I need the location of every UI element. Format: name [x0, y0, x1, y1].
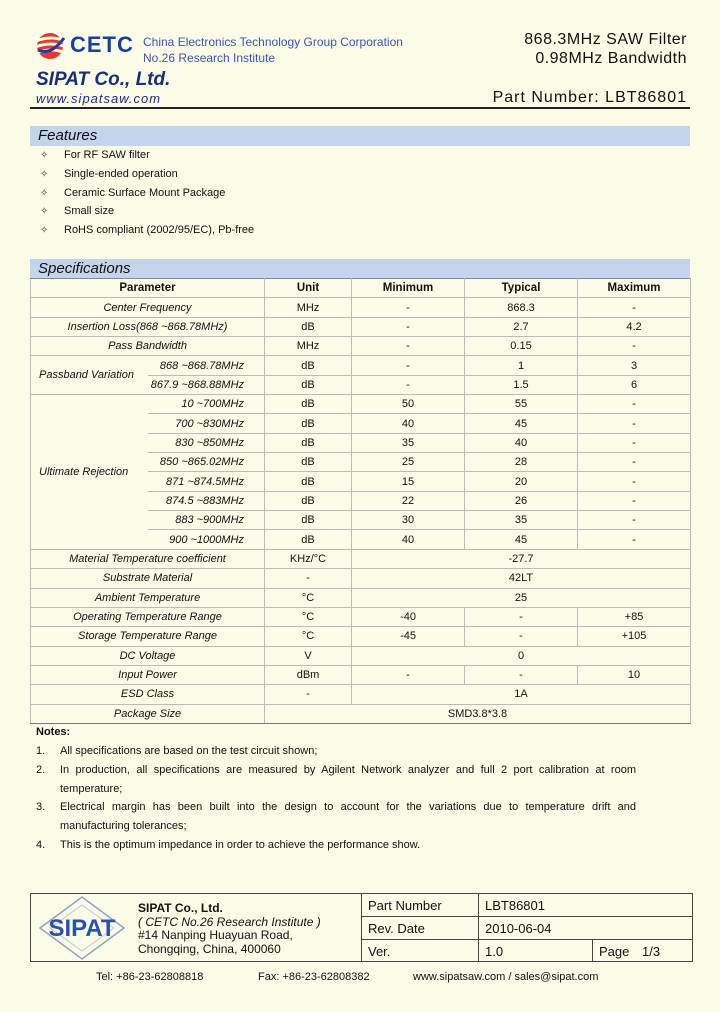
telephone: Tel: +86-23-62808818 — [96, 971, 204, 983]
note-item: 1. All specifications are based on the test circuit shown; — [36, 745, 318, 757]
table-row: 900 ~1000MHz dB 40 45 - — [31, 530, 691, 549]
feature-item: ✧ RoHS compliant (2002/95/EC), Pb-free — [40, 222, 254, 238]
diamond-bullet-icon: ✧ — [40, 188, 49, 199]
sipat-logo-text: SIPAT — [48, 915, 116, 942]
table-row: Pass Bandwidth MHz - 0.15 - — [31, 337, 691, 356]
table-row: 883 ~900MHz dB 30 35 - — [31, 511, 691, 530]
fax: Fax: +86-23-62808382 — [258, 971, 370, 983]
table-row: Operating Temperature Range °C -40 - +85 — [31, 607, 691, 626]
sipat-logo-emblem-icon — [34, 893, 130, 963]
table-row: 850 ~865.02MHz dB 25 28 - — [31, 453, 691, 472]
table-row: Ultimate Rejection 10 ~700MHz dB 50 55 - — [31, 395, 691, 414]
header-maximum: Maximum — [578, 279, 691, 298]
version-value: 1.0 — [485, 944, 504, 959]
note-item: 4. This is the optimum impedance in order to achieve the performance show. — [36, 839, 421, 851]
diamond-bullet-icon: ✧ — [40, 169, 49, 180]
table-row: ESD Class - 1A — [31, 685, 691, 704]
organization-name — [143, 34, 403, 66]
footer-address-line-1: #14 Nanping Huayuan Road, — [138, 928, 293, 942]
part-number-label: Part Number — [368, 898, 442, 913]
passband-group-label: Passband Variation — [31, 356, 148, 395]
note-item: 3. Electrical margin has been built into the design to account for the variations due to temperature drift and manufacturing tolerances; — [36, 801, 636, 832]
rev-date-label: Rev. Date — [368, 921, 425, 936]
header-unit: Unit — [265, 279, 352, 298]
table-row: Material Temperature coefficient KHz/°C -27.7 — [31, 549, 691, 568]
header-typical: Typical — [465, 279, 578, 298]
specifications-heading: Specifications — [30, 259, 690, 279]
header-divider — [30, 107, 690, 109]
table-row: 700 ~830MHz dB 40 45 - — [31, 414, 691, 433]
feature-item: ✧ Small size — [40, 203, 114, 219]
table-row: Substrate Material - 42LT — [31, 569, 691, 588]
feature-item: ✧ For RF SAW filter — [40, 147, 150, 163]
specifications-table — [30, 278, 691, 724]
part-number: Part Number: LBT86801 — [492, 89, 687, 106]
product-line-1: 868.3MHz SAW Filter — [524, 31, 687, 48]
feature-item: ✧ Ceramic Surface Mount Package — [40, 185, 225, 201]
sipat-logo — [34, 893, 130, 963]
header-minimum: Minimum — [352, 279, 465, 298]
cetc-logo — [34, 30, 134, 62]
rev-date-value: 2010-06-04 — [485, 921, 552, 936]
notes-heading: Notes: — [36, 726, 71, 738]
cetc-globe-icon — [34, 30, 68, 62]
website-email[interactable]: www.sipatsaw.com / sales@sipat.com — [413, 971, 599, 983]
header-parameter: Parameter — [31, 279, 265, 298]
diamond-bullet-icon: ✧ — [40, 206, 49, 217]
table-row: Center Frequency MHz - 868.3 - — [31, 298, 691, 317]
table-row: 874.5 ~883MHz dB 22 26 - — [31, 491, 691, 510]
features-heading: Features — [30, 126, 690, 146]
table-header-row — [31, 279, 691, 298]
table-row: 830 ~850MHz dB 35 40 - — [31, 433, 691, 452]
part-number-value: LBT86801 — [485, 898, 545, 913]
note-item: 2. In production, all specifications are measured by Agilent Network analyzer and full 2 port calibration at room temperature; — [36, 764, 636, 795]
table-row: Package Size SMD3.8*3.8 — [31, 704, 691, 723]
company-website[interactable]: www.sipatsaw.com — [36, 91, 162, 106]
diamond-bullet-icon: ✧ — [40, 225, 49, 236]
product-title — [524, 30, 687, 68]
table-row: Insertion Loss(868 ~868.78MHz) dB - 2.7 4.2 — [31, 317, 691, 336]
version-label: Ver. — [368, 944, 391, 959]
feature-item: ✧ Single-ended operation — [40, 166, 178, 182]
table-row: DC Voltage V 0 — [31, 646, 691, 665]
table-row: 871 ~874.5MHz dB 15 20 - — [31, 472, 691, 491]
footer-company-info — [138, 902, 321, 956]
page-label: Page — [599, 944, 630, 959]
table-row: 867.9 ~868.88MHz dB - 1.5 6 — [31, 375, 691, 394]
org-line-2: No.26 Research Institute — [143, 51, 276, 65]
table-row: Storage Temperature Range °C -45 - +105 — [31, 627, 691, 646]
table-row: Input Power dBm - - 10 — [31, 665, 691, 684]
table-row: Ambient Temperature °C 25 — [31, 588, 691, 607]
table-row: Passband Variation 868 ~868.78MHz dB - 1 3 — [31, 356, 691, 375]
diamond-bullet-icon: ✧ — [40, 150, 49, 161]
page-value: 1/3 — [642, 944, 661, 959]
footer-address-line-2: Chongqing, China, 400060 — [138, 941, 281, 956]
org-line-1: China Electronics Technology Group Corporation — [143, 35, 403, 49]
rejection-group-label: Ultimate Rejection — [31, 395, 148, 550]
cetc-logo-text: CETC — [70, 32, 134, 57]
footer-institute: ( CETC No.26 Research Institute ) — [138, 914, 321, 929]
company-name: SIPAT Co., Ltd. — [36, 69, 171, 90]
footer-company-name: SIPAT Co., Ltd. — [138, 901, 223, 915]
product-line-2: 0.98MHz Bandwidth — [535, 50, 687, 67]
